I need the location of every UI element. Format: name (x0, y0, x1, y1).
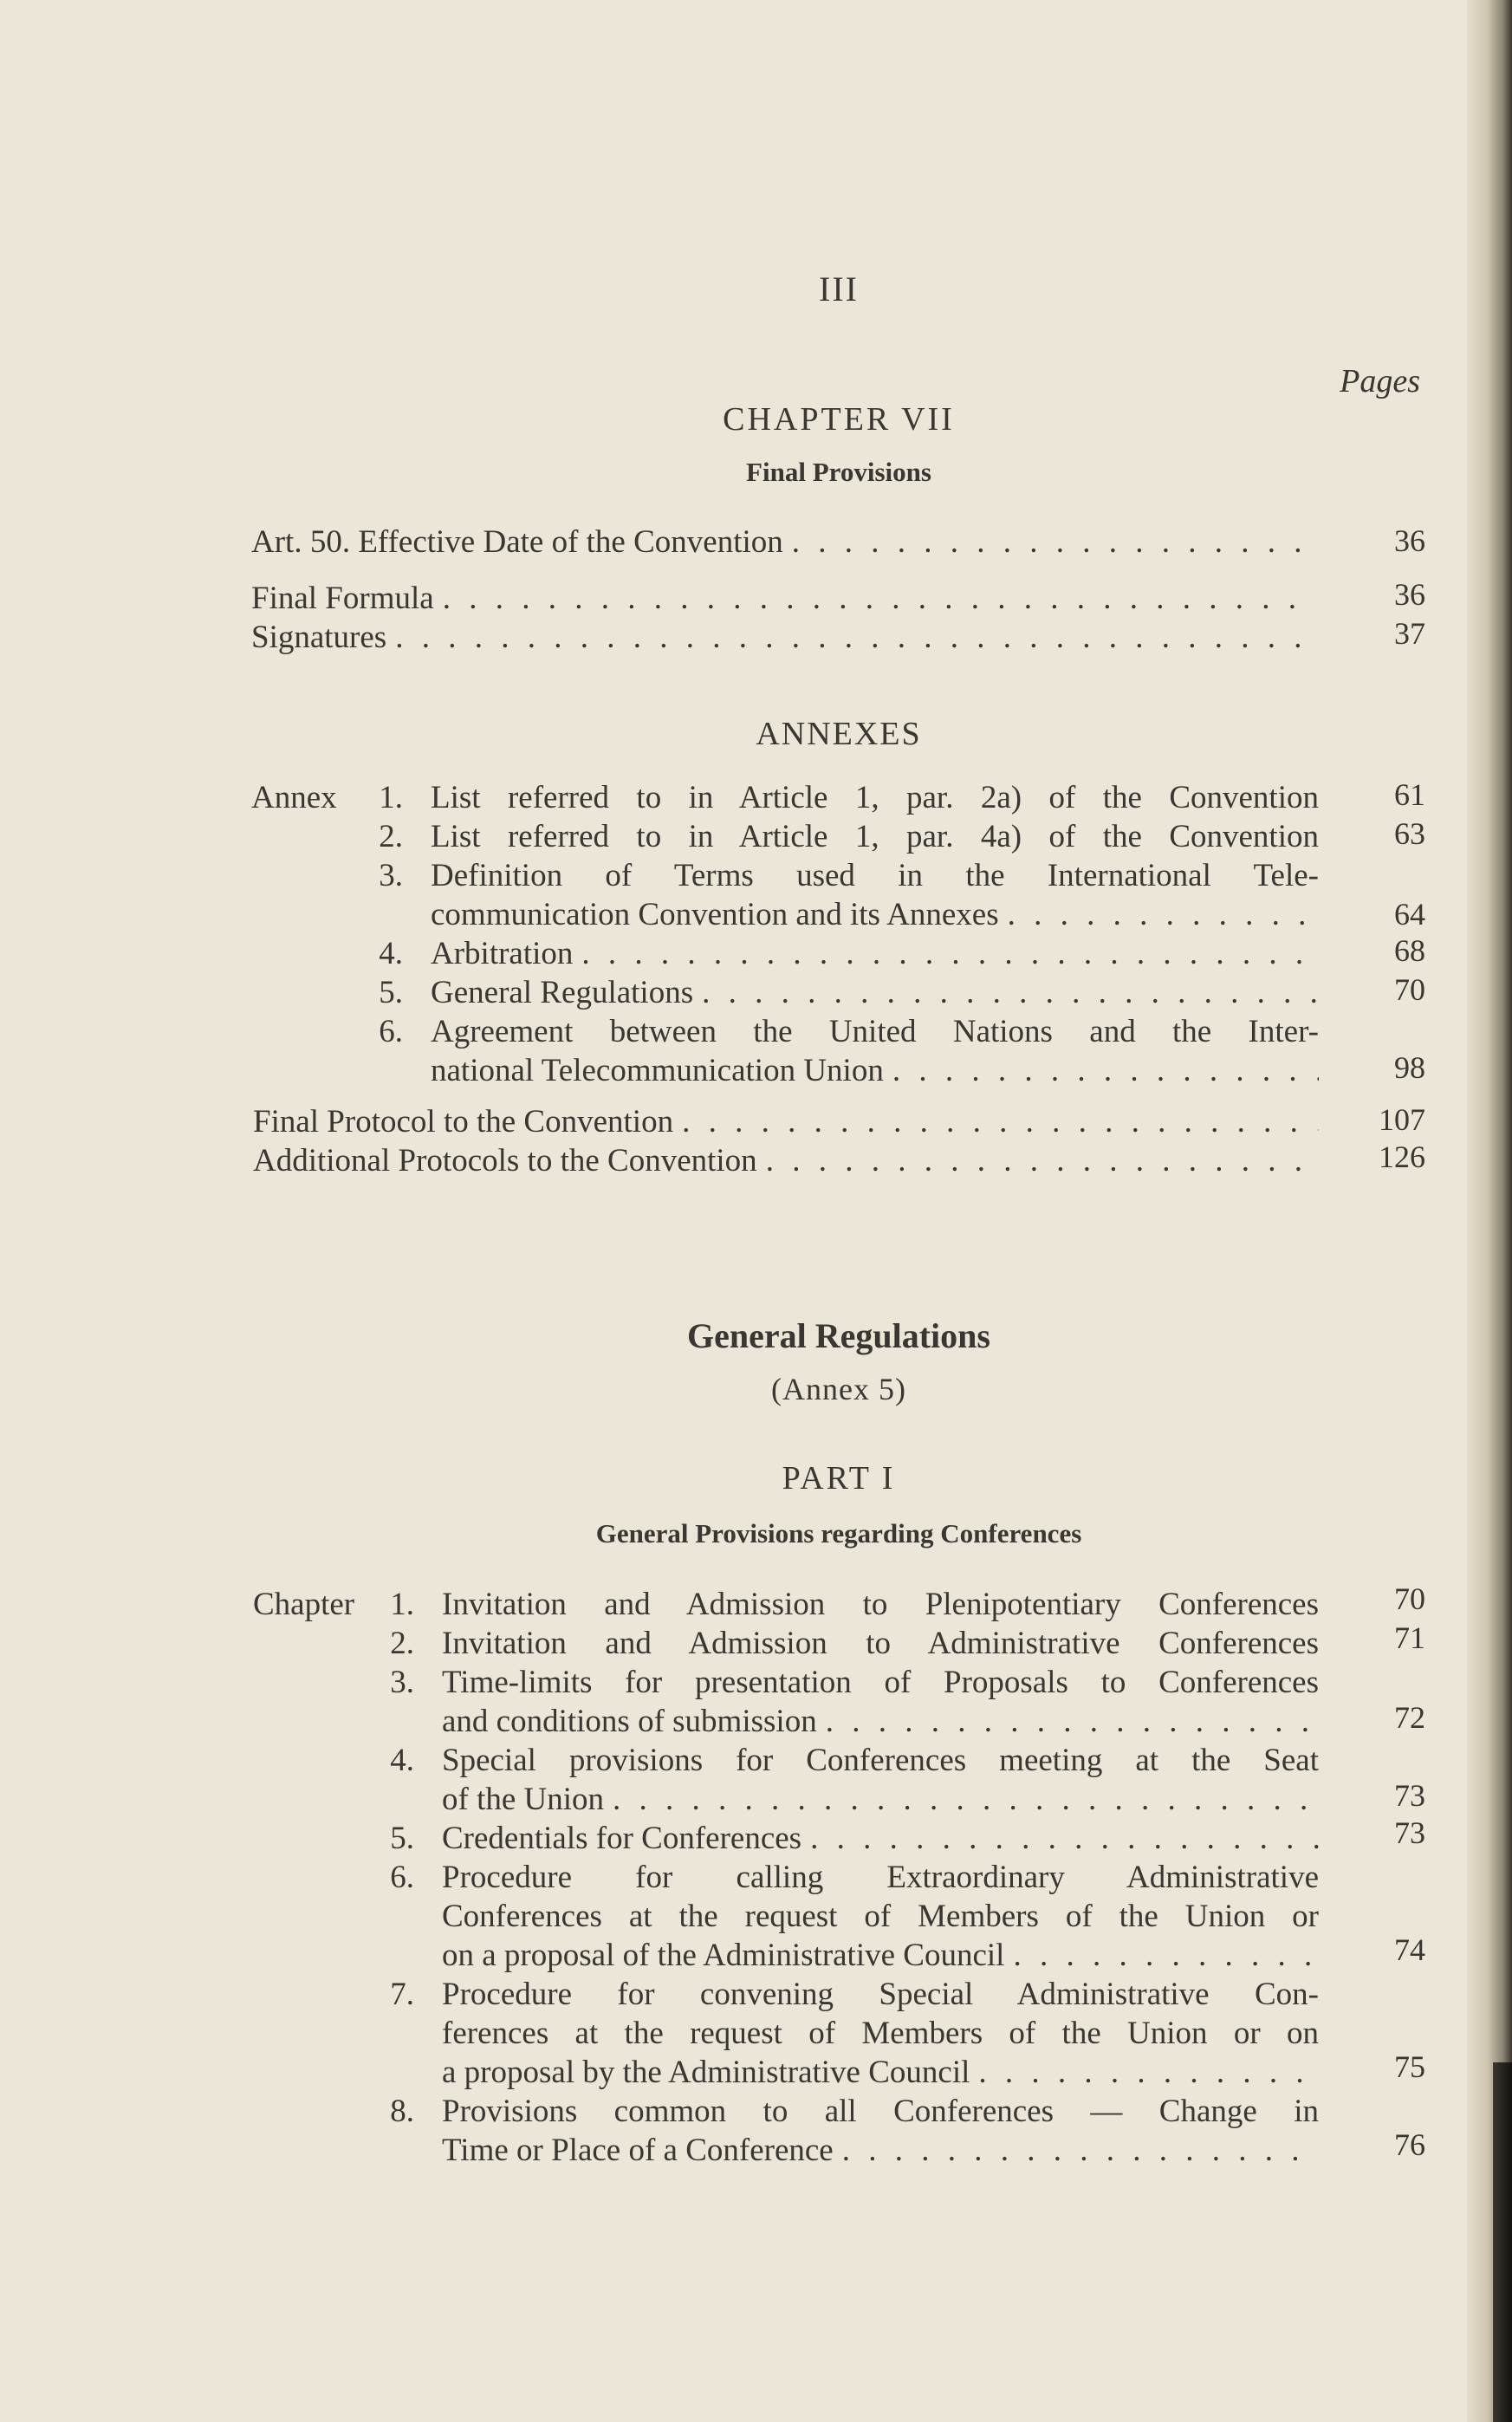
annex-title-continued: communication Convention and its Annexes . . . (431, 895, 1319, 934)
annex-number: 5. (379, 975, 403, 1010)
annex-page: 63 (1394, 816, 1425, 851)
annex-page: 98 (1394, 1050, 1425, 1085)
protocol-entry: Final Protocol to the Convention . . . (253, 1102, 1319, 1141)
chapter-title-line: Invitation and Admission to Plenipotentiary Conferences (442, 1587, 1319, 1622)
chapter-title-line: of the Union . . . (442, 1780, 1319, 1819)
chapter-page: 73 (1394, 1815, 1425, 1850)
chapter-number: 8. (390, 2094, 414, 2129)
chapter-number: 6. (390, 1860, 414, 1895)
chapter-title-line: Provisions common to all Conferences — Change in (442, 2094, 1319, 2129)
toc-entry-page: 36 (1394, 577, 1425, 612)
annex-title-continued: national Telecommunication Union . . . (431, 1051, 1319, 1090)
annex-page: 61 (1394, 777, 1425, 812)
chapter-page: 74 (1394, 1932, 1425, 1967)
annex-title: Arbitration . . . (431, 934, 1319, 973)
chapter-number: 3. (390, 1665, 414, 1700)
annex-reference: (Annex 5) (771, 1372, 906, 1406)
chapter-number: 4. (390, 1743, 414, 1778)
chapter-title: CHAPTER VII (723, 401, 955, 438)
chapter-title-line: Invitation and Admission to Administrative Conferences (442, 1626, 1319, 1661)
chapter-title-line: Time-limits for presentation of Proposals to Conferences (442, 1665, 1319, 1700)
toc-entry-page: 37 (1394, 616, 1425, 651)
chapter-page: 75 (1394, 2049, 1425, 2084)
part-subtitle: General Provisions regarding Conferences (595, 1518, 1082, 1549)
chapter-title-line: Conferences at the request of Members of the Union or (442, 1899, 1319, 1934)
toc-entry-page: 36 (1394, 523, 1425, 558)
chapter-title-line: ferences at the request of Members of the Union or on (442, 2016, 1319, 2051)
toc-entry-label: Art. 50. Effective Date of the Convention (251, 524, 783, 560)
chapter-page: 70 (1394, 1581, 1425, 1616)
annex-title: List referred to in Article 1, par. 2a) of the Convention (431, 780, 1319, 815)
chapter-title-line: a proposal by the Administrative Council . . . (442, 2053, 1319, 2092)
chapter-page: 72 (1394, 1700, 1425, 1735)
toc-entry (251, 523, 1300, 562)
chapter-page: 73 (1394, 1778, 1425, 1813)
section-title: General Regulations (687, 1316, 990, 1355)
annex-page: 70 (1394, 972, 1425, 1007)
annex-number: 2. (379, 819, 403, 854)
page-edge-shadow (1467, 0, 1512, 2422)
chapter-title-line: Special provisions for Conferences meeting at the Seat (442, 1743, 1319, 1778)
chapter-number: 2. (390, 1626, 414, 1661)
toc-entry (251, 579, 1300, 618)
chapter-title-line: Procedure for convening Special Administrative Con- (442, 1977, 1319, 2012)
toc-entry-label: Final Formula (251, 581, 434, 616)
chapter-title-line: and conditions of submission . . . (442, 1702, 1319, 1741)
chapter-number: 5. (390, 1821, 414, 1856)
annex-number: 1. (379, 780, 403, 815)
chapter-title-line: Credentials for Conferences . . . (442, 1819, 1319, 1858)
chapter-page: 71 (1394, 1620, 1425, 1655)
chapter-prefix: Chapter (253, 1587, 355, 1622)
chapter-subtitle: Final Provisions (746, 457, 931, 487)
page-edge-dark (1493, 2062, 1512, 2422)
chapter-title-line: Time or Place of a Conference . . . (442, 2131, 1319, 2170)
pages-column-header: Pages (1340, 363, 1420, 399)
annexes-title: ANNEXES (756, 716, 922, 752)
annex-number: 6. (379, 1014, 403, 1049)
annex-title: General Regulations . . . (431, 973, 1319, 1012)
protocol-page: 126 (1379, 1140, 1425, 1174)
annex-page: 64 (1394, 897, 1425, 932)
annex-number: 3. (379, 858, 403, 893)
annex-title: Definition of Terms used in the International Tele- (431, 858, 1319, 893)
toc-entry-label: Signatures (251, 620, 387, 655)
chapter-page: 76 (1394, 2127, 1425, 2162)
toc-entry (251, 618, 1300, 657)
annex-title: List referred to in Article 1, par. 4a) of the Convention (431, 819, 1319, 854)
part-title: PART I (782, 1460, 896, 1497)
annex-title: Agreement between the United Nations and the Inter- (431, 1014, 1319, 1049)
annex-number: 4. (379, 936, 403, 971)
chapter-title-line: on a proposal of the Administrative Council . . . (442, 1936, 1319, 1975)
annex-prefix: Annex (251, 780, 337, 815)
chapter-title-line: Procedure for calling Extraordinary Administrative (442, 1860, 1319, 1895)
chapter-number: 7. (390, 1977, 414, 2012)
page-number: III (819, 269, 859, 308)
protocol-page: 107 (1379, 1102, 1425, 1137)
annex-page: 68 (1394, 933, 1425, 968)
chapter-number: 1. (390, 1587, 414, 1622)
protocol-entry: Additional Protocols to the Convention . . . (253, 1141, 1319, 1180)
